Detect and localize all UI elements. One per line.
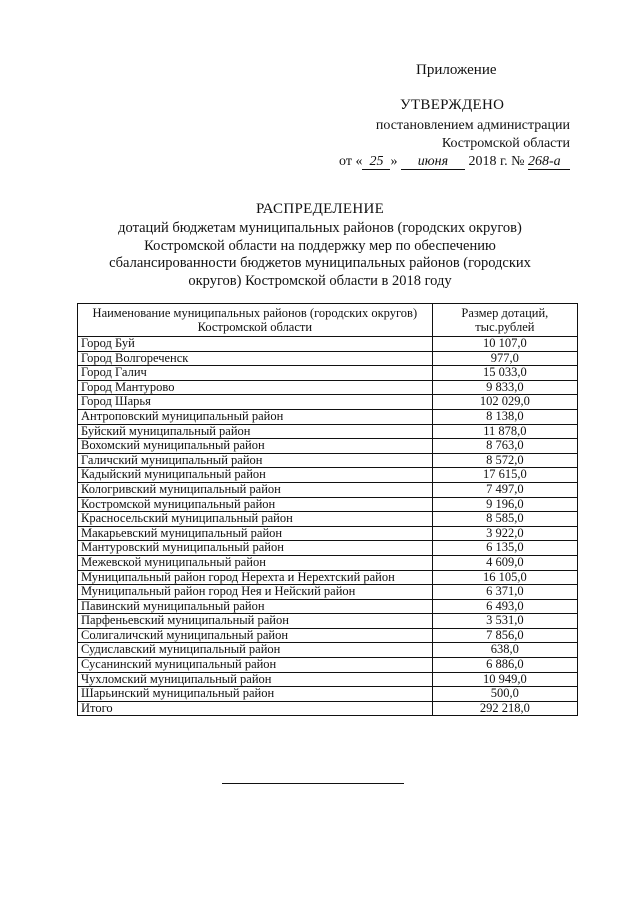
cell-district-name: Мантуровский муниципальный район (78, 541, 433, 556)
table-row (78, 337, 578, 352)
table-row (78, 380, 578, 395)
table-row (78, 687, 578, 702)
document-number: 268-а (528, 154, 570, 170)
table-row (78, 555, 578, 570)
cell-amount: 638,0 (432, 643, 577, 658)
table-row (78, 366, 578, 381)
table-row (78, 599, 578, 614)
cell-amount: 3 922,0 (432, 526, 577, 541)
cell-district-name: Шарьинский муниципальный район (78, 687, 433, 702)
date-close: » (390, 154, 398, 169)
table-row (78, 351, 578, 366)
table-row (78, 541, 578, 556)
cell-district-name: Муниципальный район город Нерехта и Нерехтский район (78, 570, 433, 585)
cell-district-name: Костромской муниципальный район (78, 497, 433, 512)
cell-amount: 10 949,0 (432, 672, 577, 687)
cell-district-name: Итого (78, 701, 433, 716)
table-row (78, 570, 578, 585)
cell-district-name: Город Мантурово (78, 380, 433, 395)
table-row (78, 585, 578, 600)
cell-district-name: Буйский муниципальный район (78, 424, 433, 439)
cell-district-name: Судиславский муниципальный район (78, 643, 433, 658)
cell-amount: 16 105,0 (432, 570, 577, 585)
cell-amount: 17 615,0 (432, 468, 577, 483)
table-row (78, 409, 578, 424)
table-row (78, 439, 578, 454)
cell-district-name: Парфеньевский муниципальный район (78, 614, 433, 629)
table-row (78, 395, 578, 410)
cell-amount: 8 138,0 (432, 409, 577, 424)
date-year: 2018 г. № (468, 154, 525, 169)
document-subtitle (90, 220, 550, 290)
date-prefix: от « (339, 154, 363, 169)
date-number-line (339, 154, 570, 170)
cell-amount: 3 531,0 (432, 614, 577, 629)
table-body (78, 337, 578, 716)
cell-amount: 8 572,0 (432, 453, 577, 468)
cell-district-name: Город Галич (78, 366, 433, 381)
column-header-name: Наименование муниципальных районов (городских округов) Костромской области (78, 304, 433, 337)
cell-district-name: Павинский муниципальный район (78, 599, 433, 614)
cell-amount: 6 371,0 (432, 585, 577, 600)
cell-amount: 102 029,0 (432, 395, 577, 410)
subtitle-line: Костромской области на поддержку мер по обеспечению (144, 237, 496, 254)
column-header-amount: Размер дотаций, тыс.рублей (432, 304, 577, 337)
cell-district-name: Кологривский муниципальный район (78, 482, 433, 497)
closing-rule-line (222, 783, 404, 784)
cell-district-name: Межевской муниципальный район (78, 555, 433, 570)
approved-stamp: УТВЕРЖДЕНО (400, 97, 505, 113)
table-row (78, 512, 578, 527)
cell-amount: 292 218,0 (432, 701, 577, 716)
cell-district-name: Сусанинский муниципальный район (78, 658, 433, 673)
cell-district-name: Макарьевский муниципальный район (78, 526, 433, 541)
subtitle-line: дотаций бюджетам муниципальных районов (городских округов) (118, 220, 522, 236)
table-row (78, 628, 578, 643)
subtitle-line: сбалансированности бюджетов муниципальных районов (городских (109, 255, 531, 271)
table-row (78, 672, 578, 687)
cell-amount: 15 033,0 (432, 366, 577, 381)
cell-district-name: Чухломский муниципальный район (78, 672, 433, 687)
table-row (78, 526, 578, 541)
cell-amount: 6 135,0 (432, 541, 577, 556)
cell-district-name: Город Буй (78, 337, 433, 352)
date-day: 25 (362, 154, 390, 170)
cell-district-name: Муниципальный район город Нея и Нейский район (78, 585, 433, 600)
cell-amount: 4 609,0 (432, 555, 577, 570)
cell-amount: 8 763,0 (432, 439, 577, 454)
table-row (78, 468, 578, 483)
subtitle-line: округов) Костромской области в 2018 году (188, 272, 452, 289)
cell-amount: 6 886,0 (432, 658, 577, 673)
cell-district-name: Красносельский муниципальный район (78, 512, 433, 527)
cell-amount: 977,0 (432, 351, 577, 366)
region-line: Костромской области (441, 136, 570, 151)
cell-amount: 7 497,0 (432, 482, 577, 497)
subsidy-table (77, 303, 578, 716)
cell-district-name: Город Волгореченск (78, 351, 433, 366)
cell-district-name: Солигаличский муниципальный район (78, 628, 433, 643)
cell-amount: 9 833,0 (432, 380, 577, 395)
cell-amount: 10 107,0 (432, 337, 577, 352)
cell-district-name: Город Шарья (78, 395, 433, 410)
cell-amount: 8 585,0 (432, 512, 577, 527)
cell-amount: 7 856,0 (432, 628, 577, 643)
cell-district-name: Антроповский муниципальный район (78, 409, 433, 424)
table-row (78, 658, 578, 673)
approved-by-line: постановлением администрации (375, 118, 570, 133)
date-month: июня (401, 154, 465, 170)
table-header-row (78, 304, 578, 337)
table-row (78, 497, 578, 512)
cell-district-name: Вохомский муниципальный район (78, 439, 433, 454)
table-row (78, 643, 578, 658)
cell-amount: 11 878,0 (432, 424, 577, 439)
table-row (78, 482, 578, 497)
table-total-row (78, 701, 578, 716)
appendix-label: Приложение (416, 62, 497, 78)
table-row (78, 424, 578, 439)
cell-district-name: Галичский муниципальный район (78, 453, 433, 468)
table-row (78, 614, 578, 629)
cell-amount: 9 196,0 (432, 497, 577, 512)
table-row (78, 453, 578, 468)
document-title: РАСПРЕДЕЛЕНИЕ (255, 201, 385, 217)
cell-district-name: Кадыйский муниципальный район (78, 468, 433, 483)
cell-amount: 6 493,0 (432, 599, 577, 614)
cell-amount: 500,0 (432, 687, 577, 702)
